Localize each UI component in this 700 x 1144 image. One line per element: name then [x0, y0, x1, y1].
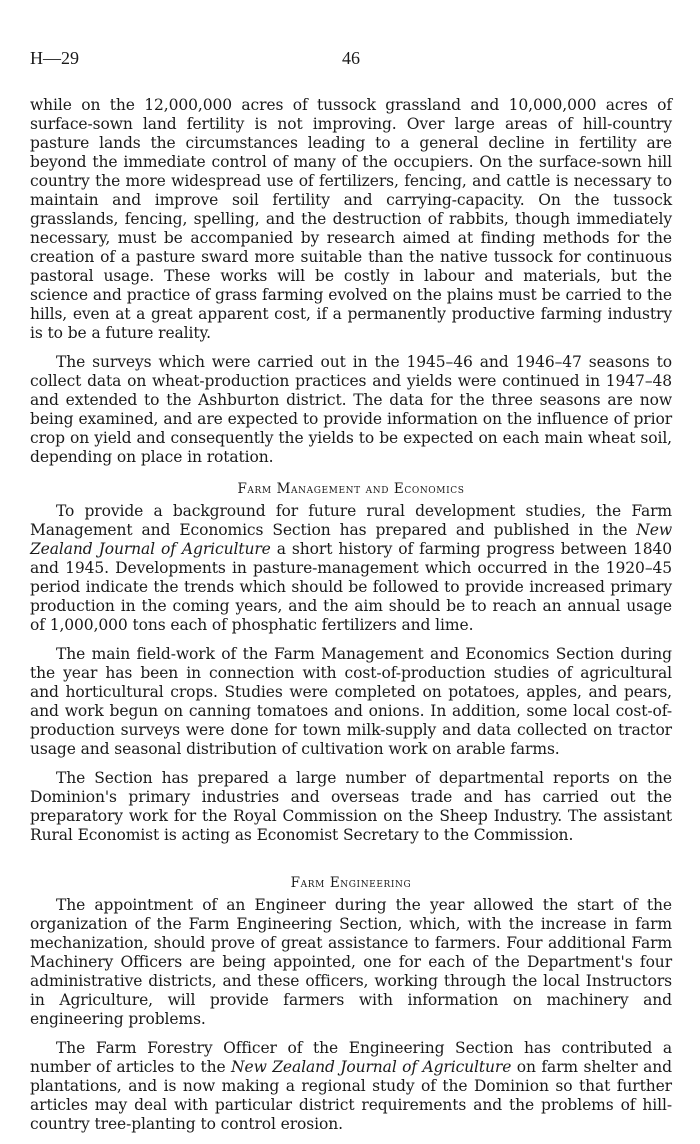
paragraph-cost-of-production: The main field-work of the Farm Management and Economics Section during the year has been in connection with cost-of-production studies of agricultural and horticultural crops. Studies were completed on potatoes, apples, and pears, and work begun on canning tomatoes and onions. In addition, some local cost-of-production surveys were done for town milk-supply and data collected on tractor usage and seasonal distribution of cultivation work on arable farms. — [30, 645, 672, 758]
paragraph-engineer-appointment: The appointment of an Engineer during the year allowed the start of the organization of the Farm Engineering Section, which, with the increase in farm mechanization, should prove of great assistance to farmers. Four additional Farm Machinery Officers are being appointed, one for each of the Department's four administrative districts, and these officers, working through the local Instructors in Agriculture, will provide farmers with information on machinery and engineering problems. — [30, 896, 672, 1028]
farm-engineering-section — [30, 875, 672, 1134]
paragraph-text: To provide a background for future rural development studies, the Farm Management and Economics Section has prepared and published in the — [30, 502, 672, 539]
paragraph-text: a short history of farming progress between 1840 and 1945. Developments in pasture-management which occurred in the 1920–45 period indicate the trends which should be followed to provide increased primary production in the coming years, and the aim should be to reach an annual usage of 1,000,000 tons each of phosphatic fertilizers and lime. — [30, 540, 673, 634]
paragraph-wheat-surveys: The surveys which were carried out in the 1945–46 and 1946–47 seasons to collect data on wheat-production practices and yields were continued in 1947–48 and extended to the Ashburton district. The data for the three seasons are now being examined, and are expected to provide information on the influence of prior crop on yield and consequently the yields to be expected on each main wheat soil, depending on place in rotation. — [30, 353, 672, 466]
farm-management-section — [30, 481, 672, 845]
paragraph-farm-forestry — [30, 1039, 672, 1134]
page-header — [30, 48, 672, 74]
journal-title: New Zealand Journal of Agriculture — [231, 1058, 512, 1076]
section-heading-farm-engineering: Farm Engineering — [290, 875, 412, 891]
paragraph-departmental-reports: The Section has prepared a large number of departmental reports on the Dominion's primary industries and overseas trade and has carried out the preparatory work for the Royal Commission on the Sheep Industry. The assistant Rural Economist is acting as Economist Secretary to the Commission. — [30, 769, 672, 844]
document-page — [30, 48, 672, 1134]
section-heading-farm-management: Farm Management and Economics — [237, 481, 465, 497]
intro-section — [30, 96, 672, 467]
page-number: 46 — [342, 48, 360, 68]
paragraph-text: on farm shelter and plantations, and is now making a regional study of the Dominion so that further articles may deal with particular district requirements and the problems of hill-country tree-planting to control erosion. — [30, 1058, 672, 1133]
paragraph-farm-management-history — [30, 502, 672, 635]
paragraph-continued: while on the 12,000,000 acres of tussock grassland and 10,000,000 acres of surface-sown land fertility is not improving. Over large areas of hill-country pasture lands the circumstances leading to a general decline in fertility are beyond the immediate control of many of the occupiers. On the surface-sown hill country the more widespread use of fertilizers, fencing, and cattle is necessary to maintain and improve soil fertility and carrying-capacity. On the tussock grasslands, fencing, spelling, and the destruction of rabbits, though immediately necessary, must be accompanied by research aimed at finding methods for the creation of a pasture sward more suitable than the native tussock for continuous pastoral usage. These works will be costly in labour and materials, but the science and practice of grass farming evolved on the plains must be carried to the hills, even at a great apparent cost, if a permanently productive farming industry is to be a future reality. — [30, 96, 672, 342]
paragraph-text: The Farm Forestry Officer of the Engineering Section has contributed a number of articles to the — [30, 1039, 672, 1076]
document-id: H—29 — [30, 48, 79, 68]
journal-title: New Zealand Journal of Agriculture — [30, 521, 672, 558]
